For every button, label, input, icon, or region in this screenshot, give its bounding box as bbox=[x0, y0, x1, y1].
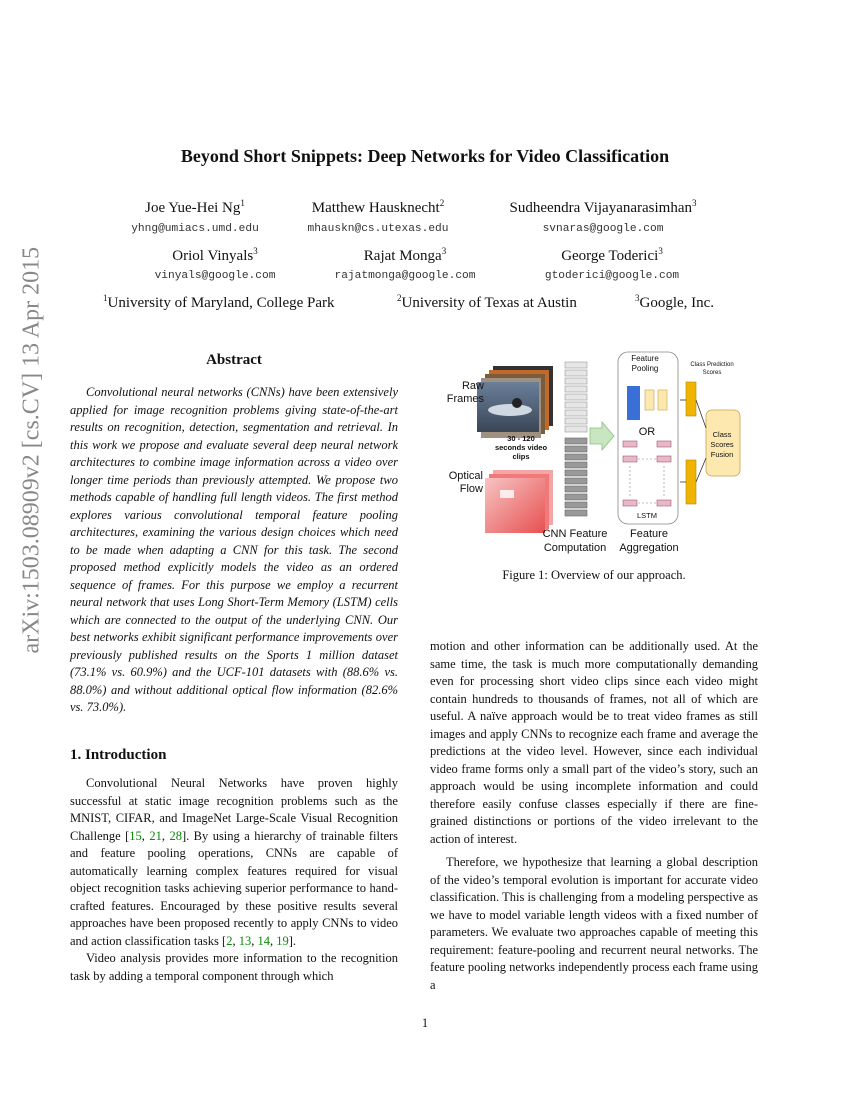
feature-pooling-label: Feature Pooling bbox=[631, 354, 659, 373]
intro-body bbox=[70, 775, 398, 985]
affiliation: $^1$University of Maryland, College Park bbox=[103, 293, 335, 311]
author-name: Rajat Monga$^3$ bbox=[363, 246, 447, 264]
arxiv-identifier: arXiv:1503.08909v2 [cs.CV] 13 Apr 2015 bbox=[18, 246, 45, 654]
paragraph: motion and other information can be additionally used. At the same time, the task is much more computationally demanding even for processing short video clips since each video might contain hundreds to thousands of frames, not all of which are useful. A naïve approach would be to treat video frames as still images and apply CNNs to recognize each frame and average the predictions at the video level. However, since each individual video frame forms only a small part of the video’s story, such an approach would be using incomplete information and could therefore easily confuse classes especially if there are fine-grained distinctions or portions of the video irrelevant to the action of interest. bbox=[430, 639, 758, 846]
abstract-text: Convolutional neural networks (CNNs) have been extensively applied for image recognition problems giving state-of-the-art results on recognition, detection, segmentation and retrieval. In this work we propose and evaluate several deep neural network architectures to combine image information across a video over longer time periods than previously attempted. We propose two methods capable of handling full length videos. The first method explores various convolutional temporal feature pooling architectures, examining the various design choices which need to be made when adapting a CNN for this task. The second proposed method explicitly models the video as an ordered sequence of frames. For this purpose we employ a recurrent neural network that uses Long Short-Term Memory (LSTM) cells which are connected to the output of the underlying CNN. Our best networks exhibit significant performance improvements over previously published results on the Sports 1 million dataset (73.1% vs. 60.9%) and the UCF-101 datasets with (88.6% vs. 88.0%) and without additional optical flow information (82.6% vs. 73.0%). bbox=[70, 385, 398, 714]
citation-link[interactable]: 13 bbox=[238, 933, 252, 948]
lstm-label: LSTM bbox=[636, 511, 657, 520]
paragraph: Therefore, we hypothesize that learning a global description of the video’s temporal evolution is important for accurate video classification. This is challenging from a modeling perspective as we have to model variable length videos with a fixed number of parameters. We evaluate two approaches capable of meeting this requirement: feature-pooling and recurrent neural networks. The feature pooling networks independently process each frame using a bbox=[430, 855, 759, 992]
author-name: George Toderici$^3$ bbox=[561, 246, 663, 264]
author-name: Sudheendra Vijayanarasimhan$^3$ bbox=[509, 198, 697, 216]
citation-link[interactable]: 2 bbox=[226, 933, 233, 948]
optical-flow-label: Optical Flow bbox=[448, 470, 483, 495]
author-email: rajatmonga@google.com bbox=[334, 270, 476, 282]
aggregation-box bbox=[618, 352, 678, 524]
author-email: yhng@umiacs.umd.edu bbox=[131, 223, 259, 235]
author-name: Oriol Vinyals$^3$ bbox=[172, 246, 258, 264]
citation-link[interactable]: 14 bbox=[257, 933, 270, 948]
author-name: Matthew Hausknecht$^2$ bbox=[311, 198, 445, 216]
citation-link[interactable]: 15 bbox=[129, 828, 142, 843]
class-prediction-label: Class Prediction Scores bbox=[690, 362, 734, 376]
author-email: svnaras@google.com bbox=[542, 223, 664, 235]
citation-link[interactable]: 21 bbox=[149, 828, 162, 843]
author-email: mhauskn@cs.utexas.edu bbox=[307, 223, 449, 235]
optical-flow-image bbox=[485, 478, 545, 533]
paragraph: Convolutional Neural Networks have proven highly successful at static image recognition problems such as the MNIST, CIFAR, and ImageNet Large-Scale Visual Recognition Challenge [15, 21, 28]. By using a hierarchy of trainable filters and feature pooling operations, CNNs are capable of automatically learning complex features required for visual object recognition tasks achieving superior performance to hand-crafted features. Encouraged by these positive results several approaches have been proposed recently to apply CNNs to video and action classification tasks [2, 13, 14, 19]. bbox=[70, 776, 399, 948]
clip-length-label: 30 - 120 seconds video clips bbox=[494, 434, 548, 461]
arrow-icon bbox=[590, 422, 614, 450]
affiliation: $^3$Google, Inc. bbox=[635, 293, 715, 311]
paragraph: Video analysis provides more information to the recognition task by adding a temporal component through which bbox=[70, 951, 398, 983]
cnn-feature-label: CNN Feature Computation bbox=[542, 528, 608, 554]
abstract-heading: Abstract bbox=[206, 352, 262, 368]
feature-aggregation-label: Feature Aggregation bbox=[619, 528, 679, 554]
affiliation: $^2$University of Texas at Austin bbox=[397, 293, 577, 311]
raw-frames-label: Raw Frames bbox=[446, 380, 484, 405]
section-heading: 1. Introduction bbox=[70, 747, 167, 763]
author-name: Joe Yue-Hei Ng$^1$ bbox=[145, 198, 245, 216]
fusion-label: Class Scores Fusion bbox=[710, 430, 734, 459]
right-column-body bbox=[430, 638, 758, 994]
page-number: 1 bbox=[421, 1016, 429, 1030]
author-email: vinyals@google.com bbox=[154, 270, 276, 282]
citation-link[interactable]: 28 bbox=[169, 828, 182, 843]
paper-title: Beyond Short Snippets: Deep Networks for Video Classification bbox=[180, 146, 670, 166]
citation-link[interactable]: 19 bbox=[276, 933, 289, 948]
author-email: gtoderici@google.com bbox=[544, 270, 680, 282]
figure-caption: Figure 1: Overview of our approach. bbox=[502, 568, 686, 582]
or-label: OR bbox=[638, 426, 656, 438]
